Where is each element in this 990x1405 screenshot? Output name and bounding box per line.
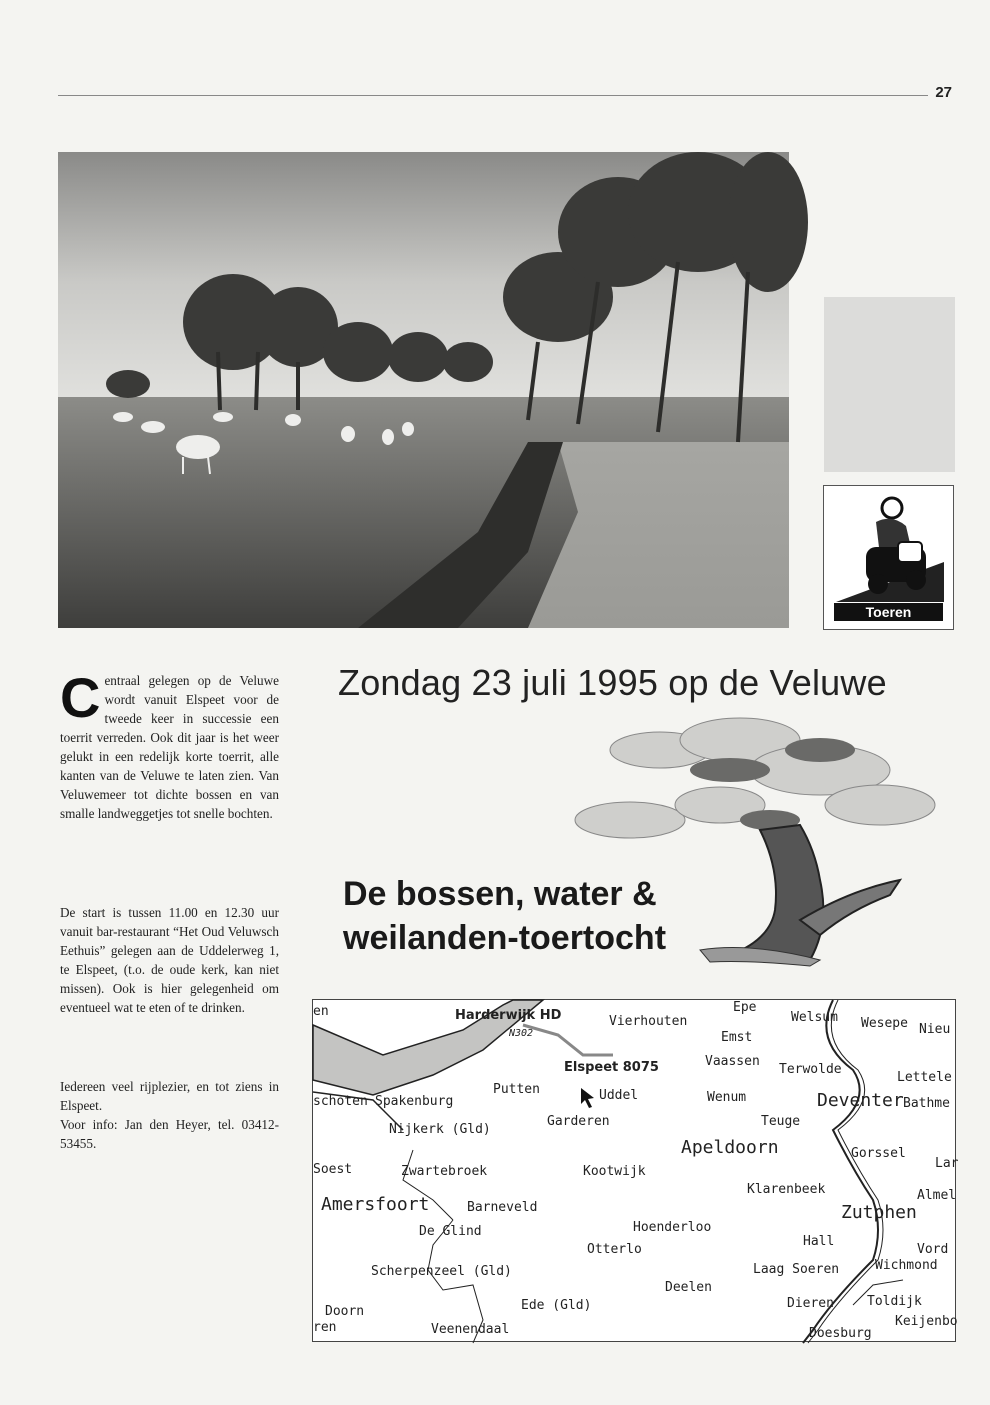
map-label: Keijenbo: [895, 1314, 958, 1329]
drop-cap: C: [60, 666, 101, 729]
page-number: 27: [935, 84, 952, 101]
map-label: Klarenbeek: [747, 1182, 826, 1197]
map-label: Wesepe: [861, 1016, 908, 1031]
map-label: Almel: [917, 1188, 957, 1203]
map-label: Apeldoorn: [681, 1137, 779, 1158]
map-label: Wichmond: [875, 1258, 938, 1273]
subtitle: [343, 872, 666, 960]
map-label: Putten: [493, 1082, 540, 1097]
map-label: Doorn: [325, 1304, 365, 1319]
route-map: [312, 999, 959, 1342]
map-label: Zutphen: [841, 1202, 917, 1223]
map-label: Deventer: [817, 1090, 904, 1111]
map-label: Kootwijk: [583, 1164, 646, 1179]
paragraph-2: De start is tussen 11.00 en 12.30 uur vanuit bar-restaurant “Het Oud Veluwsch Eethuis” gelegen aan de Uddelerweg 1, te Elspeet, (t.o. de oude kerk, kan niet missen). Ook is hier gelegenheid om eventueel wat te eten of te drinken.: [60, 905, 279, 1015]
map-label: Hoenderloo: [633, 1220, 712, 1235]
sidebar-shade-block: [824, 297, 955, 472]
map-label: Nijkerk (Gld): [389, 1122, 491, 1137]
map-label: en: [313, 1004, 329, 1019]
map-label: Harderwijk HD: [455, 1008, 562, 1023]
map-label: Epe: [733, 1000, 757, 1015]
map-label: Doesburg: [809, 1326, 872, 1341]
map-label: Laag Soeren: [753, 1262, 840, 1277]
map-label: Amersfoort: [321, 1194, 430, 1215]
subtitle-line-2: weilanden-toertocht: [343, 919, 667, 957]
map-label: Dieren: [787, 1296, 834, 1311]
motorcycle-rider-icon: [836, 492, 944, 602]
map-label: Lettele: [897, 1070, 952, 1085]
map-label: Veenendaal: [431, 1322, 510, 1337]
paragraph-3b: Voor info: Jan den Heyer, tel. 03412-53455.: [60, 1117, 279, 1151]
map-label: Bathme: [903, 1096, 950, 1111]
map-label: Uddel: [599, 1088, 639, 1103]
header-rule: [58, 95, 928, 96]
map-label: Scherpenzeel (Gld): [371, 1264, 512, 1279]
map-label: Soest: [313, 1162, 353, 1177]
subtitle-line-1: De bossen, water &: [343, 875, 657, 913]
map-label: N302: [509, 1028, 534, 1039]
badge-label: Toeren: [834, 603, 943, 621]
paragraph-3a: Iedereen veel rijplezier, en tot ziens in Elspeet.: [60, 1079, 279, 1113]
map-label: Deelen: [665, 1280, 712, 1295]
map-label: Garderen: [547, 1114, 610, 1129]
intro-paragraph: [60, 666, 279, 823]
map-label: Zwartebroek: [401, 1164, 488, 1179]
start-paragraph: [60, 903, 279, 1017]
map-label: Spakenburg: [375, 1094, 454, 1109]
headline: Zondag 23 juli 1995 op de Veluwe: [338, 662, 887, 703]
map-label: Vierhouten: [609, 1014, 688, 1029]
map-label: Toldijk: [867, 1294, 922, 1309]
landscape-photo: [58, 152, 789, 628]
map-label: Otterlo: [587, 1242, 642, 1257]
map-label: schoten: [313, 1094, 368, 1109]
map-label: Emst: [721, 1030, 753, 1045]
map-label: Barneveld: [467, 1200, 538, 1215]
map-label: Teuge: [761, 1114, 801, 1129]
closing-paragraph: [60, 1077, 279, 1153]
map-label: Gorssel: [851, 1146, 906, 1161]
map-label: Wenum: [707, 1090, 747, 1105]
map-label: Vord: [917, 1242, 949, 1257]
map-label: Terwolde: [779, 1062, 842, 1077]
paragraph-1: entraal gelegen op de Veluwe wordt vanuit Elspeet voor de tweede keer in successie een toerrit verreden. Ook dit jaar is het weer gelukt in een redelijk korte toerrit, alle kanten van de Veluwe te laten zien. Van Veluwemeer tot dichte bossen en van smalle landweggetjes tot snelle bochten.: [60, 673, 279, 821]
map-label: Lar: [935, 1156, 959, 1171]
map-label: De Glind: [419, 1224, 482, 1239]
map-label: Vaassen: [705, 1054, 760, 1069]
toeren-badge: [823, 485, 954, 630]
map-label: Elspeet 8075: [564, 1060, 659, 1075]
map-label: Ede (Gld): [521, 1298, 592, 1313]
map-label: Nieu: [919, 1022, 951, 1037]
map-label: ren: [313, 1320, 337, 1335]
map-label: Hall: [803, 1234, 835, 1249]
map-label: Welsum: [791, 1010, 838, 1025]
